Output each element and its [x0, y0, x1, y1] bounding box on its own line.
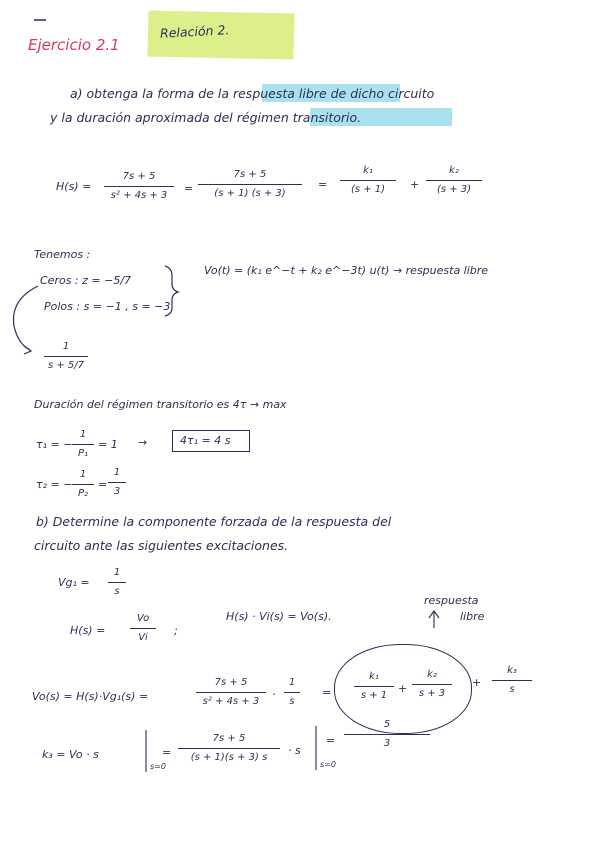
- pf2-numerator: k₂: [449, 165, 459, 176]
- c1-num: k₁: [369, 671, 379, 682]
- polos-line: Polos : s = −1 , s = −3: [44, 300, 171, 313]
- k3-result-den: 3: [383, 738, 391, 749]
- tau1-frac-num: 1: [79, 429, 87, 440]
- circled-plus: +: [398, 682, 408, 695]
- vo-frac2-den: s: [289, 696, 295, 707]
- pf-plus: +: [410, 178, 420, 191]
- vo-lhs: Vo(s) = H(s)·Vg₁(s) =: [32, 690, 149, 703]
- h-semicolon: ;: [174, 624, 178, 637]
- zero-root-denominator: s + 5/7: [47, 360, 85, 371]
- tf-factored-denominator: (s + 1) (s + 3): [214, 188, 286, 199]
- vg1-den: s: [114, 586, 120, 597]
- tf-denominator: s² + 4s + 3: [110, 190, 168, 201]
- tau1-result: 4τ₁ = 4 s: [180, 434, 231, 447]
- tf-equals-2: =: [318, 178, 328, 191]
- pf1-numerator: k₁: [363, 165, 373, 176]
- k3-term-den: s: [509, 684, 515, 695]
- k3-times-s: · s: [288, 744, 301, 757]
- vo-plus-k3: +: [472, 676, 482, 689]
- tau2-lhs: τ₂ = −: [36, 478, 73, 491]
- tau1-frac-den: P₁: [77, 448, 89, 459]
- k3-fraction: [178, 732, 280, 765]
- free-response-formula: Vo(t) = (k₁ e^−t + k₂ e^−3t) u(t) → respuesta libre: [204, 264, 489, 277]
- k3-term-num: k₃: [507, 665, 517, 676]
- pf1-denominator: (s + 1): [350, 184, 386, 195]
- tf-factored-numerator: 7s + 5: [233, 169, 267, 180]
- k3-den: (s + 1)(s + 3) s: [190, 752, 268, 763]
- tau1-lhs: τ₁ = −: [36, 438, 73, 451]
- zero-root-numerator: 1: [62, 341, 70, 352]
- h-relation: H(s) · Vi(s) = Vo(s).: [226, 610, 332, 623]
- ceros-line: Ceros : z = −5/7: [40, 274, 132, 287]
- part-a-question-line2: y la duración aproximada del régimen transitorio.: [50, 110, 362, 125]
- tau2-frac-den: P₂: [77, 488, 89, 499]
- tau2-value-num: 1: [113, 467, 121, 478]
- pf2-denominator: (s + 3): [436, 184, 472, 195]
- tau1-arrow: →: [138, 436, 148, 449]
- duracion-line: Duración del régimen transitorio es 4τ → max: [34, 398, 287, 411]
- vg1-lhs: Vg₁ =: [58, 576, 90, 589]
- note-respuesta: respuesta: [424, 594, 479, 607]
- tau2-rhs: =: [98, 478, 108, 491]
- vo-den: s² + 4s + 3: [202, 696, 260, 707]
- vg1-num: 1: [113, 567, 121, 578]
- part-a-question-line1: a) obtenga la forma de la respuesta libre de dicho circuito: [70, 86, 435, 101]
- k3-eval-subscript-2: s=0: [320, 760, 336, 769]
- exercise-title: Ejercicio 2.1: [28, 36, 120, 54]
- sticky-note-label: Relación 2.: [159, 22, 230, 41]
- k3-eval-subscript: s=0: [150, 762, 166, 771]
- part-b-question-line2: circuito ante las siguientes excitaciones.: [34, 538, 289, 553]
- vo-dot: ·: [272, 688, 276, 701]
- k3-equals-2: =: [326, 734, 336, 747]
- h-den: Vi: [138, 632, 148, 643]
- k3-lhs: k₃ = Vo · s: [42, 748, 99, 761]
- k3-result: [344, 718, 430, 751]
- h-lhs: H(s) =: [70, 624, 106, 637]
- tau2-frac-num: 1: [79, 469, 87, 480]
- c1-den: s + 1: [360, 690, 388, 701]
- h-num: Vo: [136, 613, 150, 624]
- k3-result-num: 5: [383, 719, 391, 730]
- tf-lhs: H(s) =: [56, 180, 92, 193]
- k3-equals: =: [162, 746, 172, 759]
- c2-den: s + 3: [418, 688, 446, 699]
- tf-equals: =: [184, 182, 194, 195]
- tf-numerator: 7s + 5: [122, 171, 156, 182]
- k3-num: 7s + 5: [212, 733, 246, 744]
- tau1-rhs: = 1: [98, 438, 118, 451]
- tenemos-label: Tenemos :: [34, 248, 91, 261]
- note-libre: libre: [460, 610, 485, 623]
- c2-num: k₂: [427, 669, 437, 680]
- tau2-value-den: 3: [113, 486, 121, 497]
- vo-num: 7s + 5: [214, 677, 248, 688]
- part-b-question-line1: b) Determine la componente forzada de la respuesta del: [36, 514, 392, 529]
- vo-frac2-num: 1: [288, 677, 296, 688]
- vo-equals: =: [322, 686, 332, 699]
